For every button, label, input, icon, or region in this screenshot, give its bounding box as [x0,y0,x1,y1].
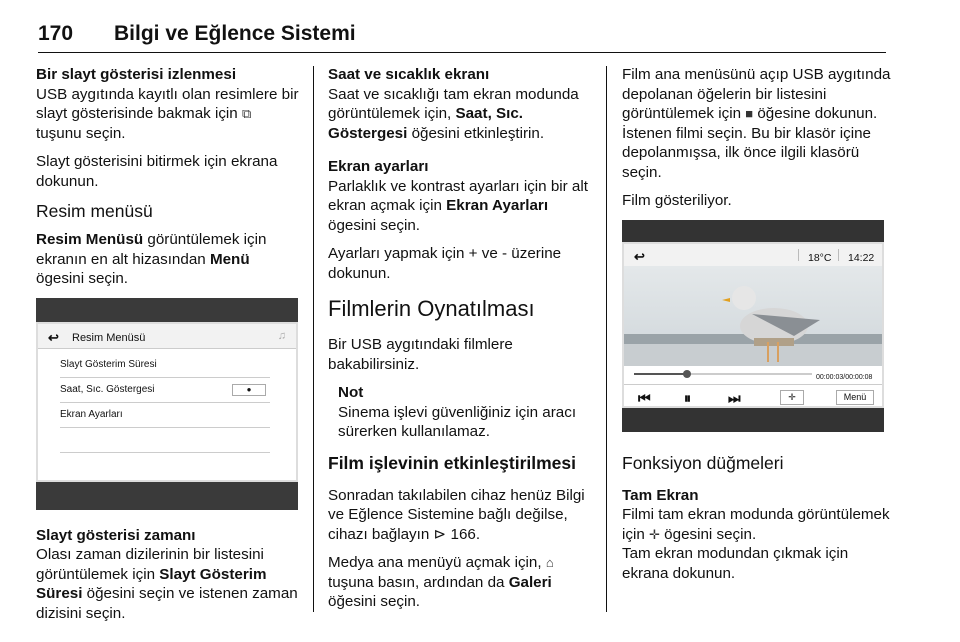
note-label: Not [338,384,364,401]
slideshow-end-text: Slayt gösterisini bitirmek için ekrana dokunun. [36,153,278,190]
picture-menu-text-2: ögesini seçin. [36,270,129,287]
film-shown-text: Film gösteriliyor. [622,192,732,209]
slide-time-text [36,545,304,623]
progress-track[interactable] [634,373,812,375]
fullscreen-icon[interactable]: ✛ [780,390,804,405]
screen [36,322,298,482]
next-icon[interactable]: ⏭ [728,389,741,406]
activate-text-2a: Medya ana menüyü açmak için, [328,554,542,571]
column-divider [606,66,607,612]
screen-title-bar [624,244,882,267]
note-box [338,383,598,442]
clock-text-1: Saat ve sıcaklığı tam ekran modunda görüntülemek için, [328,85,579,122]
screen-title: Resim Menüsü [72,331,146,344]
menu-item [60,377,270,403]
pause-icon[interactable]: ⏸ [684,389,691,406]
gallery-bold: Galeri [508,573,552,591]
back-icon: ↩ [48,329,59,345]
menu-item: Slayt Gösterim Süresi [60,352,270,378]
page-header [38,22,886,53]
activate-heading: Film işlevinin etkinleştirilmesi [328,452,577,473]
picture-menu-screenshot [36,298,298,510]
slideshow-text-2: tuşunu seçin. [36,124,126,142]
fullscreen-icon: ✛ [649,526,660,542]
full-screen-text-2: ögesini seçin. [664,525,757,543]
clock-heading: Saat ve sıcaklık ekranı [328,66,490,83]
home-icon: ⌂ [545,555,554,570]
display-heading: Ekran ayarları [328,158,429,175]
toggle-icon: ● [232,384,266,396]
back-icon: ↩ [634,248,645,264]
display-text-3: Ayarları yapmak için + ve - üzerine dokunun. [328,245,562,282]
slideshow-text-1: USB aygıtında kayıtlı olan resimlere bir slayt gösterisinde bakmak için [36,85,299,122]
function-buttons-heading: Fonksiyon düğmeleri [622,452,784,473]
full-screen-text-3: Tam ekran modundan çıkmak için ekrana dokunun. [622,545,849,582]
page-title: Bilgi ve Eğlence Sistemi [114,22,356,45]
page-number: 170 [38,22,74,45]
screen [622,242,884,408]
page-ref: 166. [450,525,481,543]
picture-menu-bold: Resim Menüsü [36,231,144,248]
previous-icon[interactable]: ⏮ [638,389,651,406]
slide-time-bold: Slayt Gösterim Süresi [36,565,267,602]
progress-time: 00:00:03/00:00:08 [816,373,873,381]
menu-item-label: Saat, Sıc. Göstergesi [60,383,155,395]
column-divider [313,66,314,612]
slideshow-text [36,85,304,144]
bar-divider [798,249,799,261]
progress-fill [634,373,687,375]
activate-text-4: öğesini seçin. [328,593,421,610]
clock-text-2: öğesini etkinleştirin. [407,124,545,142]
full-screen-heading: Tam Ekran [622,486,699,504]
page-ref-icon: ⊳ [433,525,447,543]
column-2 [328,65,598,621]
bar-divider [838,249,839,261]
slideshow-icon: ⧉ [241,106,252,121]
activate-text [328,486,598,545]
movies-text: Bir USB aygıtındaki filmlere bakabilirsiniz. [328,336,513,373]
control-bar [624,384,882,408]
full-screen-text [622,505,892,583]
menu-bold: Menü [209,250,250,268]
column-3 [622,65,892,592]
column-1 [36,65,304,632]
full-screen-text-1: Filmi tam ekran modunda görüntülemek için [622,506,890,543]
menu-button[interactable]: Menü [836,390,874,405]
film-text [622,65,892,182]
clock-bold: Saat, Sıc. Göstergesi [328,105,524,142]
picture-menu-text [36,230,304,289]
video-frame [624,266,882,366]
slide-time-heading: Slayt gösterisi zamanı [36,526,196,544]
note-text: Sinema işlevi güvenliğiniz için aracı sürerken kullanılamaz. [338,403,577,440]
camera-icon: ■ [745,106,754,121]
display-text [328,177,598,236]
activate-text-1: Sonradan takılabilen cihaz henüz Bilgi ve Eğlence Sistemine bağlı değilse, cihazı bağlayın [328,486,585,543]
picture-menu-heading: Resim menüsü [36,201,153,221]
progress-knob[interactable] [683,370,691,378]
film-text-2: öğesine dokunun. İstenen filmi seçin. Bu bir klasör içine depolanmışsa, ilk önce ilgili klasörü seçin. [622,105,878,181]
activate-text-3: tuşuna basın, ardından da [328,573,509,591]
menu-item-empty [60,427,270,453]
temperature: 18°C [808,251,832,264]
slideshow-heading: Bir slayt gösterisi izlenmesi [36,66,237,83]
display-bold: Ekran Ayarları [446,197,549,214]
activate-text-2 [328,553,598,612]
clock: 14:22 [848,251,875,264]
slide-time-text-2: öğesini seçin ve istenen zaman dizisini seçin. [36,585,298,622]
menu-item: Ekran Ayarları [60,402,270,428]
display-text-2: ögesini seçin. [328,216,421,234]
music-icon: ♫ [277,329,286,342]
film-text-1: Film ana menüsünü açıp USB aygıtında depolanan öğelerin bir listesini görüntülemek için [622,66,891,122]
movie-player-screenshot [622,220,884,432]
clock-text [328,85,598,144]
picture-menu-text-1: görüntülemek için ekranın en alt hizasından [36,231,267,268]
movies-heading: Filmlerin Oynatılması [328,296,535,321]
screen-title-bar [38,324,296,349]
slide-time-text-1: Olası zaman dizilerinin bir listesini görüntülemek için [36,546,264,583]
display-text-1: Parlaklık ve kontrast ayarları için bir alt ekran açmak için [328,177,588,214]
